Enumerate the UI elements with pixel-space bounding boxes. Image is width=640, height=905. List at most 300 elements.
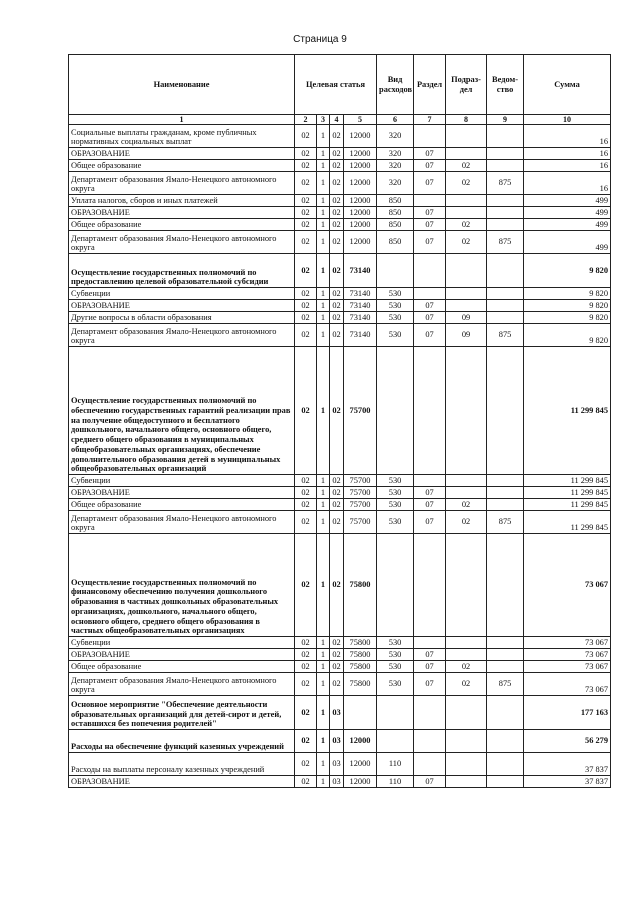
row-name-cell: Субвенции [69, 475, 295, 487]
target-code-cell: 02 [295, 172, 317, 195]
header-summa: Сумма [524, 55, 611, 115]
vid-cell: 530 [377, 649, 414, 661]
row-name-cell: Расходы на обеспечение функций казенных учреждений [69, 730, 295, 753]
target-code-cell: 02 [295, 288, 317, 300]
target-code-cell: 02 [330, 300, 344, 312]
target-code-cell: 02 [295, 347, 317, 475]
vedomstvo-cell [487, 254, 524, 288]
target-code-cell: 1 [317, 172, 330, 195]
podrazdel-cell: 02 [446, 499, 487, 511]
target-code-cell: 02 [330, 312, 344, 324]
target-code-cell: 02 [295, 730, 317, 753]
target-code-cell: 1 [317, 696, 330, 730]
sum-cell: 499 [524, 219, 611, 231]
podrazdel-cell [446, 195, 487, 207]
target-code-cell: 02 [330, 673, 344, 696]
budget-table-body [69, 125, 611, 788]
header-vedomstvo: Ведом-ство [487, 55, 524, 115]
razdel-cell [414, 288, 446, 300]
vedomstvo-cell [487, 125, 524, 148]
vid-cell: 530 [377, 499, 414, 511]
target-code-cell: 02 [330, 475, 344, 487]
target-code-cell: 02 [330, 324, 344, 347]
razdel-cell: 07 [414, 511, 446, 534]
sum-cell: 56 279 [524, 730, 611, 753]
sum-cell: 499 [524, 195, 611, 207]
target-code-cell [344, 696, 377, 730]
vid-cell: 530 [377, 324, 414, 347]
target-code-cell: 02 [330, 649, 344, 661]
podrazdel-cell [446, 148, 487, 160]
target-code-cell: 12000 [344, 219, 377, 231]
podrazdel-cell [446, 207, 487, 219]
target-code-cell: 02 [295, 148, 317, 160]
target-code-cell: 1 [317, 219, 330, 231]
vid-cell: 530 [377, 673, 414, 696]
target-code-cell: 02 [330, 511, 344, 534]
target-code-cell: 02 [295, 254, 317, 288]
podrazdel-cell [446, 696, 487, 730]
row-name-cell: ОБРАЗОВАНИЕ [69, 776, 295, 788]
row-name-cell: Департамент образования Ямало-Ненецкого автономного округа [69, 673, 295, 696]
row-name-cell: Расходы на выплаты персоналу казенных учреждений [69, 753, 295, 776]
vid-cell: 850 [377, 195, 414, 207]
row-name-cell: Общее образование [69, 661, 295, 673]
razdel-cell [414, 195, 446, 207]
target-code-cell: 02 [330, 207, 344, 219]
target-code-cell: 1 [317, 649, 330, 661]
razdel-cell: 07 [414, 172, 446, 195]
razdel-cell: 07 [414, 661, 446, 673]
razdel-cell: 07 [414, 219, 446, 231]
target-code-cell: 02 [295, 300, 317, 312]
target-code-cell: 02 [295, 534, 317, 637]
table-row [69, 324, 611, 347]
razdel-cell [414, 696, 446, 730]
vid-cell [377, 254, 414, 288]
target-code-cell: 1 [317, 148, 330, 160]
podrazdel-cell [446, 534, 487, 637]
vedomstvo-cell [487, 475, 524, 487]
vedomstvo-cell [487, 347, 524, 475]
vedomstvo-cell [487, 195, 524, 207]
target-code-cell: 02 [330, 254, 344, 288]
row-name-cell: Субвенции [69, 637, 295, 649]
razdel-cell: 07 [414, 499, 446, 511]
col-number: 9 [487, 115, 524, 125]
podrazdel-cell [446, 776, 487, 788]
target-code-cell: 12000 [344, 776, 377, 788]
target-code-cell: 1 [317, 511, 330, 534]
target-code-cell: 75800 [344, 661, 377, 673]
target-code-cell: 73140 [344, 288, 377, 300]
target-code-cell: 75700 [344, 475, 377, 487]
target-code-cell: 02 [295, 231, 317, 254]
sum-cell: 37 837 [524, 753, 611, 776]
table-row [69, 661, 611, 673]
vid-cell: 320 [377, 148, 414, 160]
podrazdel-cell: 02 [446, 511, 487, 534]
row-name-cell: Осуществление государственных полномочий по предоставлению целевой образовательной субсидии [69, 254, 295, 288]
vedomstvo-cell [487, 499, 524, 511]
podrazdel-cell: 09 [446, 324, 487, 347]
razdel-cell [414, 475, 446, 487]
sum-cell: 16 [524, 172, 611, 195]
vedomstvo-cell [487, 776, 524, 788]
sum-cell: 16 [524, 160, 611, 172]
target-code-cell: 73140 [344, 312, 377, 324]
target-code-cell: 12000 [344, 172, 377, 195]
target-code-cell: 1 [317, 347, 330, 475]
table-row [69, 125, 611, 148]
razdel-cell: 07 [414, 148, 446, 160]
target-code-cell: 02 [295, 324, 317, 347]
table-row [69, 753, 611, 776]
target-code-cell: 75700 [344, 487, 377, 499]
table-row [69, 231, 611, 254]
target-code-cell: 1 [317, 195, 330, 207]
vedomstvo-cell [487, 696, 524, 730]
col-number: 10 [524, 115, 611, 125]
target-code-cell: 02 [330, 499, 344, 511]
target-code-cell: 75800 [344, 637, 377, 649]
target-code-cell: 12000 [344, 125, 377, 148]
table-row [69, 219, 611, 231]
podrazdel-cell: 02 [446, 673, 487, 696]
podrazdel-cell: 02 [446, 219, 487, 231]
target-code-cell: 02 [295, 499, 317, 511]
target-code-cell: 73140 [344, 300, 377, 312]
target-code-cell: 73140 [344, 254, 377, 288]
target-code-cell: 1 [317, 753, 330, 776]
table-row [69, 148, 611, 160]
target-code-cell: 02 [295, 312, 317, 324]
target-code-cell: 02 [330, 534, 344, 637]
table-row [69, 172, 611, 195]
podrazdel-cell: 02 [446, 172, 487, 195]
podrazdel-cell [446, 649, 487, 661]
col-number: 7 [414, 115, 446, 125]
row-name-cell: Департамент образования Ямало-Ненецкого автономного округа [69, 324, 295, 347]
table-row [69, 649, 611, 661]
vedomstvo-cell: 875 [487, 673, 524, 696]
razdel-cell [414, 125, 446, 148]
target-code-cell: 73140 [344, 324, 377, 347]
row-name-cell: Осуществление государственных полномочий по финансовому обеспечению получения дошкольного образования в частных дошкольных образовательных организациях, дошкольного, начального общего, основного общего, среднего общего образования в частных общеобразовательных организациях [69, 534, 295, 637]
razdel-cell: 07 [414, 207, 446, 219]
target-code-cell: 02 [295, 511, 317, 534]
target-code-cell: 75700 [344, 347, 377, 475]
vid-cell: 110 [377, 776, 414, 788]
vid-cell: 530 [377, 487, 414, 499]
target-code-cell: 12000 [344, 753, 377, 776]
vedomstvo-cell [487, 148, 524, 160]
target-code-cell: 1 [317, 312, 330, 324]
vid-cell: 110 [377, 753, 414, 776]
target-code-cell: 02 [295, 475, 317, 487]
vedomstvo-cell: 875 [487, 511, 524, 534]
header-target: Целевая статья [295, 55, 377, 115]
podrazdel-cell [446, 475, 487, 487]
sum-cell: 11 299 845 [524, 499, 611, 511]
vedomstvo-cell [487, 730, 524, 753]
sum-cell: 73 067 [524, 673, 611, 696]
vedomstvo-cell [487, 661, 524, 673]
col-number: 1 [69, 115, 295, 125]
table-row [69, 776, 611, 788]
table-row [69, 487, 611, 499]
razdel-cell: 07 [414, 300, 446, 312]
target-code-cell: 12000 [344, 207, 377, 219]
target-code-cell: 02 [330, 148, 344, 160]
target-code-cell: 1 [317, 487, 330, 499]
table-row [69, 511, 611, 534]
vedomstvo-cell [487, 649, 524, 661]
sum-cell: 16 [524, 148, 611, 160]
table-row [69, 207, 611, 219]
vid-cell: 850 [377, 207, 414, 219]
podrazdel-cell: 02 [446, 160, 487, 172]
sum-cell: 73 067 [524, 637, 611, 649]
table-row [69, 300, 611, 312]
table-row [69, 696, 611, 730]
target-code-cell: 02 [295, 125, 317, 148]
table-row [69, 347, 611, 475]
target-code-cell: 1 [317, 673, 330, 696]
vid-cell [377, 696, 414, 730]
podrazdel-cell: 02 [446, 661, 487, 673]
target-code-cell: 1 [317, 776, 330, 788]
podrazdel-cell [446, 730, 487, 753]
vedomstvo-cell [487, 300, 524, 312]
table-row [69, 534, 611, 637]
row-name-cell: Общее образование [69, 219, 295, 231]
col-number: 4 [330, 115, 344, 125]
row-name-cell: Субвенции [69, 288, 295, 300]
razdel-cell [414, 534, 446, 637]
target-code-cell: 02 [330, 125, 344, 148]
row-name-cell: ОБРАЗОВАНИЕ [69, 300, 295, 312]
table-row [69, 637, 611, 649]
podrazdel-cell [446, 487, 487, 499]
target-code-cell: 02 [295, 637, 317, 649]
vedomstvo-cell [487, 637, 524, 649]
target-code-cell: 75800 [344, 673, 377, 696]
vid-cell: 530 [377, 312, 414, 324]
row-name-cell: Другие вопросы в области образования [69, 312, 295, 324]
target-code-cell: 02 [295, 160, 317, 172]
vid-cell [377, 730, 414, 753]
podrazdel-cell: 09 [446, 312, 487, 324]
target-code-cell: 02 [330, 231, 344, 254]
row-name-cell: Уплата налогов, сборов и иных платежей [69, 195, 295, 207]
target-code-cell: 12000 [344, 231, 377, 254]
vid-cell: 530 [377, 511, 414, 534]
podrazdel-cell [446, 254, 487, 288]
razdel-cell: 07 [414, 160, 446, 172]
row-name-cell: ОБРАЗОВАНИЕ [69, 207, 295, 219]
header-vid: Вид расходов [377, 55, 414, 115]
sum-cell: 11 299 845 [524, 487, 611, 499]
target-code-cell: 1 [317, 125, 330, 148]
table-row [69, 288, 611, 300]
podrazdel-cell [446, 288, 487, 300]
podrazdel-cell [446, 300, 487, 312]
target-code-cell: 1 [317, 324, 330, 347]
table-row [69, 499, 611, 511]
target-code-cell: 1 [317, 207, 330, 219]
sum-cell: 16 [524, 125, 611, 148]
header-podrazdel: Подраз-дел [446, 55, 487, 115]
target-code-cell: 1 [317, 231, 330, 254]
target-code-cell: 02 [330, 487, 344, 499]
target-code-cell: 1 [317, 300, 330, 312]
page-number-label: Страница 9 [293, 34, 347, 45]
header-name: Наименование [69, 55, 295, 115]
row-name-cell: ОБРАЗОВАНИЕ [69, 148, 295, 160]
vid-cell: 530 [377, 475, 414, 487]
target-code-cell: 1 [317, 534, 330, 637]
target-code-cell: 03 [330, 696, 344, 730]
razdel-cell [414, 254, 446, 288]
sum-cell: 73 067 [524, 649, 611, 661]
razdel-cell: 07 [414, 673, 446, 696]
sum-cell: 11 299 845 [524, 347, 611, 475]
sum-cell: 499 [524, 207, 611, 219]
target-code-cell: 75700 [344, 499, 377, 511]
target-code-cell: 1 [317, 661, 330, 673]
vedomstvo-cell: 875 [487, 231, 524, 254]
vedomstvo-cell: 875 [487, 324, 524, 347]
podrazdel-cell [446, 347, 487, 475]
table-row [69, 160, 611, 172]
vid-cell: 320 [377, 160, 414, 172]
row-name-cell: Департамент образования Ямало-Ненецкого автономного округа [69, 172, 295, 195]
table-row [69, 254, 611, 288]
target-code-cell: 02 [295, 673, 317, 696]
sum-cell: 177 163 [524, 696, 611, 730]
target-code-cell: 02 [295, 195, 317, 207]
target-code-cell: 1 [317, 160, 330, 172]
vedomstvo-cell [487, 534, 524, 637]
target-code-cell: 02 [330, 160, 344, 172]
razdel-cell [414, 753, 446, 776]
target-code-cell: 1 [317, 254, 330, 288]
vid-cell [377, 347, 414, 475]
razdel-cell: 07 [414, 231, 446, 254]
target-code-cell: 75800 [344, 534, 377, 637]
target-code-cell: 12000 [344, 160, 377, 172]
table-row [69, 312, 611, 324]
target-code-cell: 75700 [344, 511, 377, 534]
razdel-cell [414, 347, 446, 475]
sum-cell: 9 820 [524, 288, 611, 300]
target-code-cell: 02 [295, 753, 317, 776]
podrazdel-cell [446, 125, 487, 148]
table-header-row [69, 55, 611, 115]
col-number: 5 [344, 115, 377, 125]
row-name-cell: Общее образование [69, 499, 295, 511]
target-code-cell: 02 [295, 776, 317, 788]
razdel-cell: 07 [414, 776, 446, 788]
target-code-cell: 02 [330, 172, 344, 195]
vedomstvo-cell [487, 288, 524, 300]
col-number: 8 [446, 115, 487, 125]
col-number: 3 [317, 115, 330, 125]
razdel-cell: 07 [414, 312, 446, 324]
sum-cell: 9 820 [524, 324, 611, 347]
target-code-cell: 03 [330, 753, 344, 776]
sum-cell: 73 067 [524, 661, 611, 673]
sum-cell: 9 820 [524, 300, 611, 312]
col-number: 2 [295, 115, 317, 125]
vid-cell: 530 [377, 300, 414, 312]
column-number-row [69, 115, 611, 125]
target-code-cell: 12000 [344, 195, 377, 207]
target-code-cell: 12000 [344, 730, 377, 753]
vid-cell: 530 [377, 637, 414, 649]
razdel-cell: 07 [414, 487, 446, 499]
vedomstvo-cell [487, 207, 524, 219]
table-row [69, 730, 611, 753]
podrazdel-cell: 02 [446, 231, 487, 254]
sum-cell: 37 837 [524, 776, 611, 788]
razdel-cell: 07 [414, 649, 446, 661]
razdel-cell [414, 730, 446, 753]
target-code-cell: 02 [330, 219, 344, 231]
row-name-cell: Департамент образования Ямало-Ненецкого автономного округа [69, 511, 295, 534]
table-row [69, 195, 611, 207]
target-code-cell: 02 [330, 347, 344, 475]
row-name-cell: Общее образование [69, 160, 295, 172]
vid-cell: 850 [377, 219, 414, 231]
vid-cell [377, 534, 414, 637]
target-code-cell: 03 [330, 776, 344, 788]
table-row [69, 475, 611, 487]
vedomstvo-cell [487, 753, 524, 776]
target-code-cell: 1 [317, 730, 330, 753]
target-code-cell: 1 [317, 499, 330, 511]
table-row [69, 673, 611, 696]
razdel-cell [414, 637, 446, 649]
razdel-cell: 07 [414, 324, 446, 347]
vedomstvo-cell [487, 219, 524, 231]
sum-cell: 11 299 845 [524, 511, 611, 534]
vid-cell: 530 [377, 288, 414, 300]
target-code-cell: 03 [330, 730, 344, 753]
vedomstvo-cell [487, 160, 524, 172]
vid-cell: 320 [377, 172, 414, 195]
sum-cell: 9 820 [524, 312, 611, 324]
row-name-cell: Социальные выплаты гражданам, кроме публичных нормативных социальных выплат [69, 125, 295, 148]
budget-table [68, 54, 611, 788]
row-name-cell: Департамент образования Ямало-Ненецкого автономного округа [69, 231, 295, 254]
sum-cell: 9 820 [524, 254, 611, 288]
target-code-cell: 1 [317, 637, 330, 649]
header-razdel: Раздел [414, 55, 446, 115]
sum-cell: 11 299 845 [524, 475, 611, 487]
target-code-cell: 02 [295, 207, 317, 219]
target-code-cell: 02 [330, 661, 344, 673]
target-code-cell: 1 [317, 475, 330, 487]
vedomstvo-cell: 875 [487, 172, 524, 195]
target-code-cell: 02 [330, 637, 344, 649]
podrazdel-cell [446, 637, 487, 649]
col-number: 6 [377, 115, 414, 125]
vid-cell: 850 [377, 231, 414, 254]
target-code-cell: 02 [295, 219, 317, 231]
vedomstvo-cell [487, 487, 524, 499]
